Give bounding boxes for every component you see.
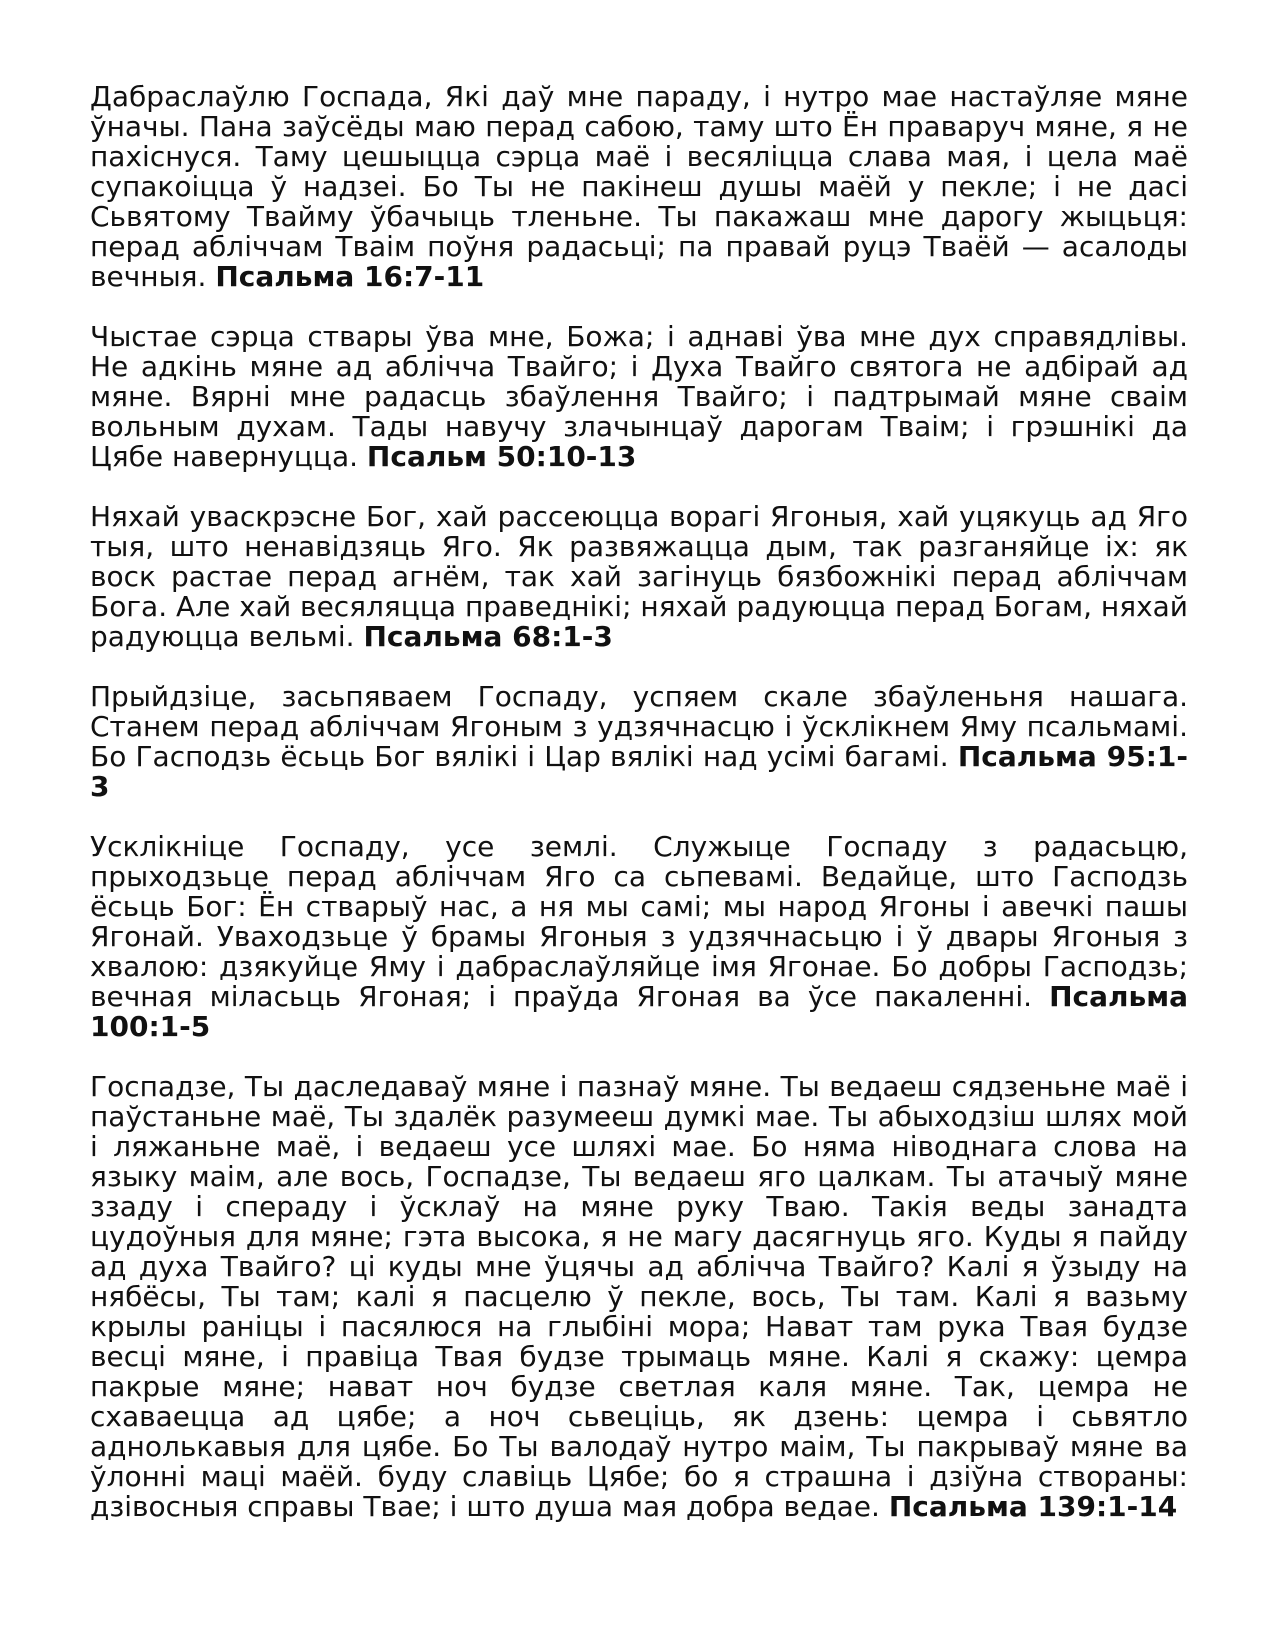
passage-reference: Псальм 50:10-13 [366, 440, 637, 473]
passage-text: Усклікніце Госпаду, усе землі. Служыце Госпаду з радасьцю, прыходзьце перад абліччам Яго са сьпевамі. Ведайце, што Гасподзь ёсьць Бог: Ён стварыў нас, а ня мы самі; мы народ Ягоны і авечкі пашы Ягонай. Уваходзьце ў брамы Ягоныя з удзячнасьцю і ў двары Ягоныя з хвалою: дзякуйце Яму і дабраслаўляйце імя Ягонае. Бо добры Гасподзь; вечная міласьць Ягоная; і праўда Ягоная ва ўсе пакаленні. [90, 830, 1188, 1013]
passage-psalm-100 [90, 832, 1188, 1042]
passage-psalm-68 [90, 502, 1188, 652]
passage-reference: Псальма 95:1-3 [90, 740, 1188, 803]
passage-psalm-16 [90, 82, 1188, 292]
passage-psalm-95 [90, 682, 1188, 802]
passage-reference: Псальма 68:1-3 [363, 620, 613, 653]
passage-text: Госпадзе, Ты даследаваў мяне і пазнаў мяне. Ты ведаеш сядзеньне маё і паўстаньне маё, Ты здалёк разумееш думкі мае. Ты абыходзіш шлях мой і ляжаньне маё, і ведаеш усе шляхі мае. Бо няма ніводнага слова на языку маім, але вось, Госпадзе, Ты ведаеш яго цалкам. Ты атачыў мяне ззаду і спераду і ўсклаў на мяне руку Тваю. Такія веды занадта цудоўныя для мяне; гэта высока, я не магу дасягнуць яго. Куды я пайду ад духа Твайго? ці куды мне ўцячы ад аблічча Твайго? Калі я ўзыду на нябёсы, Ты там; калі я пасцелю ў пекле, вось, Ты там. Калі я вазьму крылы раніцы і пасялюся на глыбіні мора; Нават там рука Твая будзе весці мяне, і правіца Твая будзе трымаць мяне. Калі я скажу: цемра пакрые мяне; нават ноч будзе светлая каля мяне. Так, цемра не схаваецца ад цябе; а ноч сьвеціць, як дзень: цемра і сьвятло аднолькавыя для цябе. Бо Ты валодаў нутро маім, Ты пакрываў мяне ва ўлонні маці маёй. буду славіць Цябе; бо я страшна і дзіўна створаны: дзівосныя справы Твае; і што душа мая добра ведае. [90, 1070, 1188, 1523]
passage-text: Прыйдзіце, засьпяваем Госпаду, успяем скале збаўленьня нашага. Станем перад абліччам Ягоным з удзячнасцю і ўсклікнем Яму псальмамі. Бо Гасподзь ёсьць Бог вялікі і Цар вялікі над усімі багамі. [90, 680, 1188, 773]
passage-text: Дабраслаўлю Госпада, Які даў мне параду, і нутро мае настаўляе мяне ўначы. Пана заўсёды маю перад сабою, таму што Ён праваруч мяне, я не пахіснуся. Таму цешыцца сэрца маё і весяліцца слава мая, і цела маё супакоіцца ў надзеі. Бо Ты не пакінеш душы маёй у пекле; і не дасі Сьвятому Твайму ўбачыць тленьне. Ты пакажаш мне дарогу жыцьця: перад абліччам Тваім поўня радасьці; па правай руцэ Тваёй — асалоды вечныя. [90, 80, 1188, 293]
document-page [90, 82, 1188, 1552]
passage-reference: Псальма 100:1-5 [90, 980, 1188, 1043]
passage-psalm-139 [90, 1072, 1188, 1522]
passage-text: Няхай уваскрэсне Бог, хай рассеюцца ворагі Ягоныя, хай уцякуць ад Яго тыя, што ненавідзяць Яго. Як развяжацца дым, так разганяйце іх: як воск растае перад агнём, так хай загінуць бязбожнікі перад абліччам Бога. Але хай весяляцца праведнікі; няхай радуюцца перад Богам, няхай радуюцца вельмі. [90, 500, 1188, 653]
passage-reference: Псальма 16:7-11 [215, 260, 485, 293]
passage-psalm-50 [90, 322, 1188, 472]
passage-text: Чыстае сэрца ствары ўва мне, Божа; і аднаві ўва мне дух справядлівы. Не адкінь мяне ад аблічча Твайго; і Духа Твайго святога не адбірай ад мяне. Вярні мне радасць збаўлення Твайго; і падтрымай мяне сваім вольным духам. Тады навучу злачынцаў дарогам Тваім; і грэшнікі да Цябе навернуцца. [90, 320, 1188, 473]
passage-reference: Псальма 139:1-14 [888, 1490, 1178, 1523]
